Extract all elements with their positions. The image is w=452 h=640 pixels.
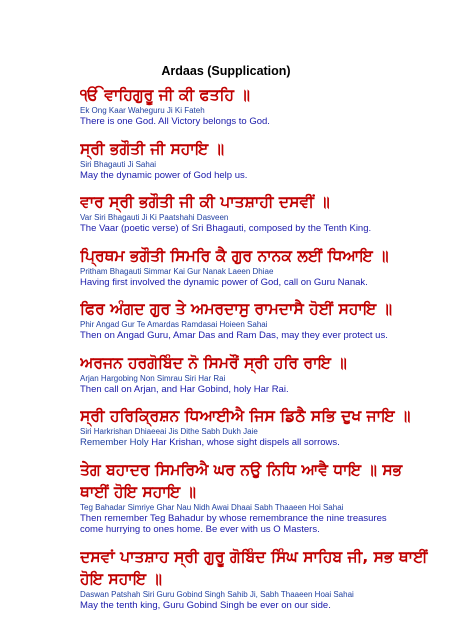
verse-block <box>80 191 452 235</box>
page-title: Ardaas (Supplication) <box>161 64 291 78</box>
verse-gurmukhi-line: ਹੋਇ ਸਹਾਇ ॥ <box>80 569 162 588</box>
verse-block <box>80 298 452 342</box>
verse-transliteration: Ek Ong Kaar Waheguru Ji Ki Fateh <box>80 106 205 115</box>
verse-translation-line: Then call on Arjan, and Har Gobind, holy Har Rai. <box>80 383 289 395</box>
verse-transliteration: Var Siri Bhagauti Ji Ki Paatshahi Dasveen <box>80 213 229 222</box>
verse-transliteration: Siri Harkrishan Dhiaeeai Jis Dithe Sabh Dukh Jaie <box>80 427 258 436</box>
verse-gurmukhi-line: ਫਿਰ ਅੰਗਦ ਗੁਰ ਤੇ ਅਮਰਦਾਸੁ ਰਾਮਦਾਸੈ ਹੋਈਂ ਸਹਾਇ ॥ <box>80 300 393 318</box>
verse-spacer <box>80 342 452 352</box>
verse-translation-text: Har Krishan, whose sight dispels all sorrows. <box>148 437 340 448</box>
verse-list <box>80 84 452 611</box>
verse-translation-line: There is one God. All Victory belongs to God. <box>80 116 270 127</box>
verse-transliteration: Siri Bhagauti Ji Sahai <box>80 159 157 169</box>
verse-gurmukhi-line: ੴ ਵਾਹਿਗੁਰੂ ਜੀ ਕੀ ਫਤਹਿ ॥ <box>80 86 250 104</box>
verse-translation-line: Then on Angad Guru, Amar Das and Ram Das, may they ever protect us. <box>80 330 388 341</box>
verse-translation-line: May the dynamic power of God help us. <box>80 169 248 181</box>
verse-block <box>80 84 452 128</box>
verse-block <box>80 546 452 612</box>
verse-spacer <box>80 449 452 459</box>
verse-translation-line <box>80 437 452 449</box>
verse-transliteration: Teg Bahadar Simriye Ghar Nau Nidh Awai Dhaai Sabh Thaaeen Hoi Sahai <box>80 502 344 512</box>
verse-spacer <box>80 395 452 405</box>
verse-gurmukhi-line: ਸ੍ਰੀ ਹਰਿਕ੍ਰਿਸ਼ਨ ਧਿਆਈਐ ਜਿਸ ਡਿਠੈ ਸਭਿ ਦੁਖ ਜਾਇ ॥ <box>80 407 411 425</box>
verse-translation-line: The Vaar (poetic verse) of Sri Bhagauti, composed by the Tenth King. <box>80 223 372 234</box>
verse-spacer <box>80 181 452 191</box>
verse-gurmukhi-line: ਥਾਈਂ ਹੋਇ ਸਹਾਇ ॥ <box>80 482 197 501</box>
verse-spacer <box>80 288 452 298</box>
verse-transliteration: Phir Angad Gur Te Amardas Ramdasai Hoieen Sahai <box>80 320 268 329</box>
verse-translation-line: Then remember Teg Bahadur by whose remembrance the nine treasures <box>80 512 387 524</box>
verse-gurmukhi-line: ਵਾਰ ਸ੍ਰੀ ਭਗੌਤੀ ਜੀ ਕੀ ਪਾਤਸ਼ਾਹੀ ਦਸਵੀਂ ॥ <box>80 193 330 211</box>
verse-transliteration: Daswan Patshah Siri Guru Gobind Singh Sahib Ji, Sabh Thaaeen Hoai Sahai <box>80 589 354 599</box>
verse-gurmukhi-line: ਤੇਗ ਬਹਾਦਰ ਸਿਮਰਿਐ ਘਰ ਨਉ ਨਿਧਿ ਆਵੈ ਧਾਇ ॥ ਸਭ <box>80 460 403 479</box>
verse-spacer <box>80 235 452 245</box>
verse-block <box>80 459 452 536</box>
verse-block <box>80 352 452 396</box>
verse-block <box>80 245 452 289</box>
verse-transliteration: Arjan Hargobing Non Simrau Siri Har Rai <box>80 373 226 383</box>
verse-gurmukhi-line: ਪ੍ਰਿਥਮ ਭਗੌਤੀ ਸਿਮਰਿ ਕੈ ਗੁਰ ਨਾਨਕ ਲਈਂ ਧਿਆਇ ॥ <box>80 246 389 265</box>
verse-gurmukhi-line: ਅਰਜਨ ਹਰਗੋਬਿੰਦ ਨੋ ਸਿਮਰੌਂ ਸ੍ਰੀ ਹਰਿ ਰਾਇ ॥ <box>80 353 347 372</box>
verse-translation-line: Having first involved the dynamic power of God, call on Guru Nanak. <box>80 276 368 288</box>
verse-translation-line: May the tenth king, Guru Gobind Singh be ever on our side. <box>80 599 331 611</box>
verse-block <box>80 405 452 449</box>
verse-spacer <box>80 536 452 546</box>
verse-gurmukhi-line: ਦਸਵਾਂ ਪਾਤਸ਼ਾਹ ਸ੍ਰੀ ਗੁਰੂ ਗੋਬਿੰਦ ਸਿੰਘ ਸਾਹਿਬ ਜੀ, ਸਭ ਥਾਈਂ <box>80 547 428 566</box>
verse-gurmukhi-line: ਸ੍ਰੀ ਭਗੌਤੀ ਜੀ ਸਹਾਇ ॥ <box>80 139 225 158</box>
verse-transliteration: Pritham Bhagauti Simmar Kai Gur Nanak Laeen Dhiae <box>80 266 274 276</box>
verse-spacer <box>80 128 452 138</box>
verse-block <box>80 138 452 182</box>
verse-translation-prefix: Remember Holy <box>80 437 149 448</box>
verse-translation-line: come hurrying to ones home. Be ever with us O Masters. <box>80 524 320 535</box>
